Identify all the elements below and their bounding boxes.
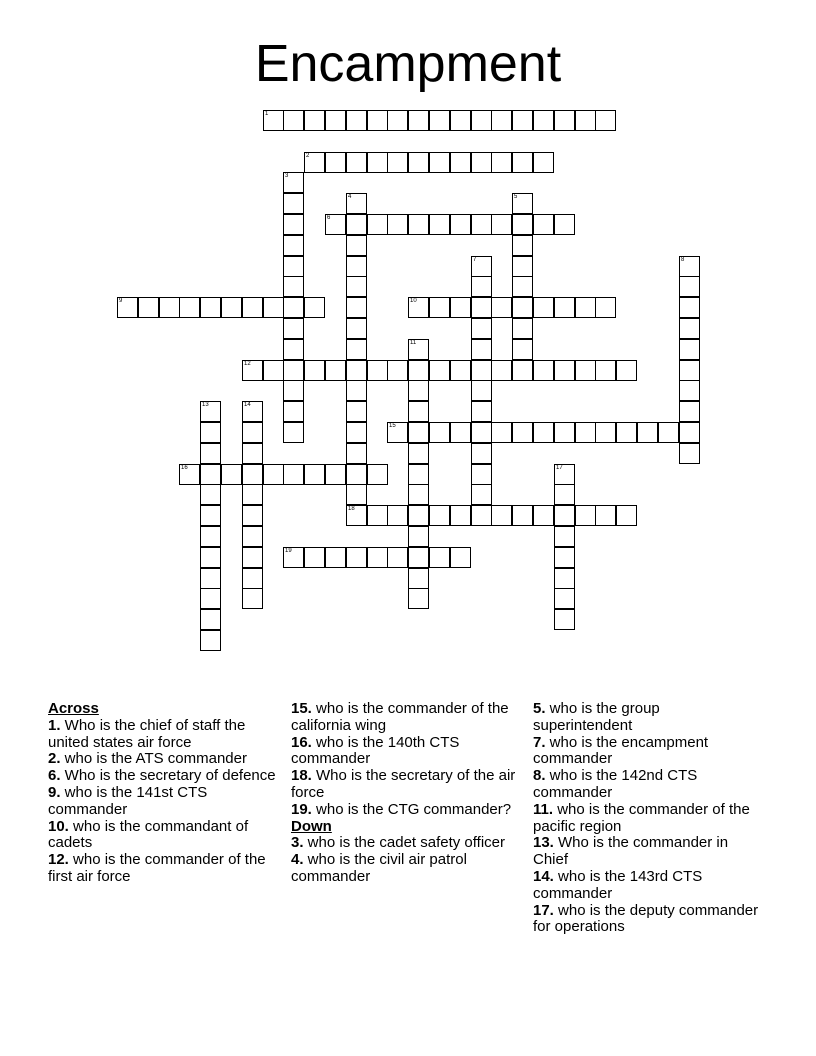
grid-cell[interactable] xyxy=(367,214,388,235)
grid-cell[interactable] xyxy=(512,276,533,297)
grid-cell[interactable] xyxy=(429,110,450,131)
grid-cell[interactable] xyxy=(554,464,575,485)
grid-cell[interactable] xyxy=(408,526,429,547)
grid-cell[interactable] xyxy=(491,214,512,235)
grid-cell[interactable] xyxy=(679,360,700,381)
grid-cell[interactable] xyxy=(554,110,575,131)
clue-text: Who is the secretary of the air force xyxy=(291,767,516,801)
grid-cell[interactable] xyxy=(471,318,492,339)
clue-text: who is the commander of the pacific region xyxy=(533,800,750,835)
grid-cell[interactable] xyxy=(533,505,554,526)
grid-cell[interactable] xyxy=(679,276,700,297)
grid-cell[interactable] xyxy=(471,297,492,318)
grid-cell[interactable] xyxy=(283,110,304,131)
clue-number: 9. xyxy=(48,783,61,801)
grid-cell[interactable] xyxy=(346,505,367,526)
grid-cell[interactable] xyxy=(242,505,263,526)
grid-cell[interactable] xyxy=(595,297,616,318)
grid-cell[interactable] xyxy=(512,297,533,318)
grid-cell[interactable] xyxy=(658,422,679,443)
grid-cell[interactable] xyxy=(471,401,492,422)
grid-cell[interactable] xyxy=(346,380,367,401)
grid-cell[interactable] xyxy=(346,193,367,214)
clue-number: 5. xyxy=(533,700,546,717)
clue-item xyxy=(291,735,519,769)
grid-cell[interactable] xyxy=(429,505,450,526)
grid-cell[interactable] xyxy=(595,110,616,131)
grid-cell[interactable] xyxy=(512,360,533,381)
grid-cell[interactable] xyxy=(346,297,367,318)
grid-cell[interactable] xyxy=(200,443,221,464)
grid-cell[interactable] xyxy=(408,360,429,381)
grid-cell[interactable] xyxy=(491,505,512,526)
across-heading: Across xyxy=(48,700,99,717)
grid-cell[interactable] xyxy=(200,297,221,318)
grid-cell[interactable] xyxy=(471,256,492,277)
grid-cell[interactable] xyxy=(408,152,429,173)
grid-cell[interactable] xyxy=(408,214,429,235)
grid-cell[interactable] xyxy=(471,360,492,381)
down-heading: Down xyxy=(291,817,332,835)
clue-number: 10. xyxy=(48,817,69,835)
grid-cell[interactable] xyxy=(471,464,492,485)
grid-cell[interactable] xyxy=(346,318,367,339)
clue-item xyxy=(291,768,519,802)
grid-cell[interactable] xyxy=(283,172,304,193)
grid-cell[interactable] xyxy=(200,526,221,547)
clue-text: Who is the commander in Chief xyxy=(533,834,729,869)
grid-cell[interactable] xyxy=(242,464,263,485)
clue-number: 10 xyxy=(410,298,417,304)
grid-cell[interactable] xyxy=(408,297,429,318)
grid-cell[interactable] xyxy=(679,401,700,422)
grid-cell[interactable] xyxy=(408,547,429,568)
grid-cell[interactable] xyxy=(367,464,388,485)
clue-column-2 xyxy=(291,701,519,886)
grid-cell[interactable] xyxy=(387,110,408,131)
grid-cell[interactable] xyxy=(679,422,700,443)
grid-cell[interactable] xyxy=(491,422,512,443)
clue-number: 7 xyxy=(473,257,477,263)
clue-number: 1. xyxy=(48,716,61,734)
grid-cell[interactable] xyxy=(450,152,471,173)
grid-cell[interactable] xyxy=(283,193,304,214)
grid-cell[interactable] xyxy=(179,464,200,485)
grid-cell[interactable] xyxy=(200,422,221,443)
grid-cell[interactable] xyxy=(325,464,346,485)
grid-cell[interactable] xyxy=(346,422,367,443)
clue-item xyxy=(533,903,761,937)
grid-cell[interactable] xyxy=(325,214,346,235)
grid-cell[interactable] xyxy=(346,360,367,381)
grid-cell[interactable] xyxy=(450,422,471,443)
grid-cell[interactable] xyxy=(554,505,575,526)
clue-number: 17. xyxy=(533,901,554,919)
grid-cell[interactable] xyxy=(242,422,263,443)
grid-cell[interactable] xyxy=(471,214,492,235)
grid-cell[interactable] xyxy=(346,235,367,256)
grid-cell[interactable] xyxy=(512,505,533,526)
grid-cell[interactable] xyxy=(554,526,575,547)
grid-cell[interactable] xyxy=(325,110,346,131)
grid-cell[interactable] xyxy=(367,152,388,173)
grid-cell[interactable] xyxy=(242,484,263,505)
clue-item xyxy=(291,835,519,852)
grid-cell[interactable] xyxy=(200,464,221,485)
grid-cell[interactable] xyxy=(283,318,304,339)
grid-cell[interactable] xyxy=(387,422,408,443)
clue-number: 6. xyxy=(48,767,61,785)
grid-cell[interactable] xyxy=(117,297,138,318)
clue-text: Who is the secretary of defence xyxy=(60,767,276,785)
clue-number: 14. xyxy=(533,867,554,885)
grid-cell[interactable] xyxy=(408,339,429,360)
grid-cell[interactable] xyxy=(200,588,221,609)
grid-cell[interactable] xyxy=(304,547,325,568)
page-title: Encampment xyxy=(254,35,562,93)
clue-number: 3. xyxy=(291,834,304,852)
grid-cell[interactable] xyxy=(304,152,325,173)
grid-cell[interactable] xyxy=(679,380,700,401)
grid-cell[interactable] xyxy=(471,505,492,526)
clue-number: 19. xyxy=(291,800,312,818)
clue-number: 17 xyxy=(556,465,563,471)
clue-number: 11 xyxy=(410,340,417,346)
grid-cell[interactable] xyxy=(575,422,596,443)
grid-cell[interactable] xyxy=(200,609,221,630)
clue-text: who is the cadet safety officer xyxy=(303,834,506,852)
grid-cell[interactable] xyxy=(408,422,429,443)
grid-cell[interactable] xyxy=(408,443,429,464)
grid-cell[interactable] xyxy=(325,547,346,568)
grid-cell[interactable] xyxy=(533,422,554,443)
clue-number: 1 xyxy=(265,111,269,117)
clue-text: who is the 140th CTS commander xyxy=(291,733,460,768)
grid-cell[interactable] xyxy=(242,443,263,464)
clue-item xyxy=(48,819,276,853)
clue-text: who is the CTG commander? xyxy=(311,800,512,818)
clue-number: 5 xyxy=(514,194,518,200)
grid-cell[interactable] xyxy=(450,110,471,131)
clue-number: 7. xyxy=(533,733,546,751)
grid-cell[interactable] xyxy=(159,297,180,318)
clue-text: who is the ATS commander xyxy=(60,750,247,768)
clue-item xyxy=(533,768,761,802)
clue-text: who is the commander of the first air force xyxy=(48,851,266,885)
grid-cell[interactable] xyxy=(367,547,388,568)
grid-cell[interactable] xyxy=(346,484,367,505)
grid-cell[interactable] xyxy=(450,214,471,235)
grid-cell[interactable] xyxy=(512,214,533,235)
clue-number: 11. xyxy=(533,800,554,818)
grid-cell[interactable] xyxy=(554,422,575,443)
grid-cell[interactable] xyxy=(200,630,221,651)
grid-cell[interactable] xyxy=(283,235,304,256)
grid-cell[interactable] xyxy=(263,297,284,318)
clue-text: who is the encampment commander xyxy=(533,733,709,768)
clue-number: 2 xyxy=(306,153,310,159)
grid-cell[interactable] xyxy=(387,214,408,235)
grid-cell[interactable] xyxy=(554,297,575,318)
grid-cell[interactable] xyxy=(554,609,575,630)
grid-cell[interactable] xyxy=(408,484,429,505)
clue-text: who is the commander of the california wing xyxy=(291,700,509,734)
grid-cell[interactable] xyxy=(429,422,450,443)
grid-cell[interactable] xyxy=(346,339,367,360)
grid-cell[interactable] xyxy=(533,297,554,318)
clue-number: 15. xyxy=(291,700,312,717)
grid-cell[interactable] xyxy=(242,568,263,589)
grid-cell[interactable] xyxy=(616,505,637,526)
grid-cell[interactable] xyxy=(263,464,284,485)
clue-text: Who is the chief of staff the united states air force xyxy=(48,716,246,751)
clue-number: 13. xyxy=(533,834,554,852)
grid-cell[interactable] xyxy=(408,110,429,131)
grid-cell[interactable] xyxy=(554,568,575,589)
grid-cell[interactable] xyxy=(512,339,533,360)
grid-cell[interactable] xyxy=(408,568,429,589)
clue-item xyxy=(533,802,761,836)
clue-number: 18 xyxy=(348,506,355,512)
clue-text: who is the group superintendent xyxy=(533,700,660,734)
grid-cell[interactable] xyxy=(283,360,304,381)
grid-cell[interactable] xyxy=(471,422,492,443)
grid-cell[interactable] xyxy=(387,360,408,381)
grid-cell[interactable] xyxy=(616,422,637,443)
grid-cell[interactable] xyxy=(471,276,492,297)
grid-cell[interactable] xyxy=(679,297,700,318)
grid-cell[interactable] xyxy=(242,297,263,318)
grid-cell[interactable] xyxy=(242,588,263,609)
grid-cell[interactable] xyxy=(512,110,533,131)
clue-number: 12. xyxy=(48,851,69,869)
grid-cell[interactable] xyxy=(471,152,492,173)
grid-cell[interactable] xyxy=(242,360,263,381)
grid-cell[interactable] xyxy=(429,360,450,381)
grid-cell[interactable] xyxy=(263,360,284,381)
grid-cell[interactable] xyxy=(450,547,471,568)
clue-number: 4. xyxy=(291,851,304,869)
clue-item xyxy=(48,718,276,752)
grid-cell[interactable] xyxy=(283,256,304,277)
grid-cell[interactable] xyxy=(533,110,554,131)
clue-number: 8 xyxy=(681,257,685,263)
grid-cell[interactable] xyxy=(450,505,471,526)
grid-cell[interactable] xyxy=(429,152,450,173)
grid-cell[interactable] xyxy=(283,422,304,443)
grid-cell[interactable] xyxy=(491,360,512,381)
clue-item xyxy=(291,852,519,886)
grid-cell[interactable] xyxy=(221,297,242,318)
grid-cell[interactable] xyxy=(491,110,512,131)
grid-cell[interactable] xyxy=(283,297,304,318)
clue-text: who is the commandant of cadets xyxy=(48,817,249,852)
grid-cell[interactable] xyxy=(595,505,616,526)
clue-text: who is the civil air patrol commander xyxy=(291,851,467,885)
grid-cell[interactable] xyxy=(283,339,304,360)
grid-cell[interactable] xyxy=(408,505,429,526)
grid-cell[interactable] xyxy=(554,214,575,235)
clue-text: who is the 142nd CTS commander xyxy=(533,767,698,801)
grid-cell[interactable] xyxy=(346,547,367,568)
clue-number: 9 xyxy=(119,298,123,304)
grid-cell[interactable] xyxy=(283,401,304,422)
grid-cell[interactable] xyxy=(283,214,304,235)
grid-cell[interactable] xyxy=(512,193,533,214)
clue-number: 16 xyxy=(181,465,188,471)
clue-number: 6 xyxy=(327,215,331,221)
grid-cell[interactable] xyxy=(387,505,408,526)
clue-item xyxy=(48,768,276,785)
grid-cell[interactable] xyxy=(408,588,429,609)
grid-cell[interactable] xyxy=(429,297,450,318)
grid-cell[interactable] xyxy=(512,152,533,173)
grid-cell[interactable] xyxy=(471,380,492,401)
grid-cell[interactable] xyxy=(471,484,492,505)
grid-cell[interactable] xyxy=(471,339,492,360)
grid-cell[interactable] xyxy=(512,422,533,443)
grid-cell[interactable] xyxy=(346,401,367,422)
clue-number: 15 xyxy=(389,423,396,429)
clue-column-1 xyxy=(48,701,276,886)
clue-number: 4 xyxy=(348,194,352,200)
grid-cell[interactable] xyxy=(679,443,700,464)
grid-cell[interactable] xyxy=(512,256,533,277)
grid-cell[interactable] xyxy=(387,547,408,568)
grid-cell[interactable] xyxy=(679,339,700,360)
clue-item xyxy=(533,869,761,903)
clue-text: who is the 141st CTS commander xyxy=(48,783,208,818)
grid-cell[interactable] xyxy=(283,380,304,401)
grid-cell[interactable] xyxy=(387,152,408,173)
grid-cell[interactable] xyxy=(346,110,367,131)
clue-item xyxy=(291,802,519,819)
grid-cell[interactable] xyxy=(304,110,325,131)
grid-cell[interactable] xyxy=(367,110,388,131)
grid-cell[interactable] xyxy=(408,380,429,401)
grid-cell[interactable] xyxy=(429,214,450,235)
grid-cell[interactable] xyxy=(325,152,346,173)
grid-cell[interactable] xyxy=(679,256,700,277)
grid-cell[interactable] xyxy=(179,297,200,318)
grid-cell[interactable] xyxy=(200,547,221,568)
grid-cell[interactable] xyxy=(679,318,700,339)
grid-cell[interactable] xyxy=(221,464,242,485)
grid-cell[interactable] xyxy=(575,360,596,381)
grid-cell[interactable] xyxy=(346,152,367,173)
grid-cell[interactable] xyxy=(242,401,263,422)
grid-cell[interactable] xyxy=(554,360,575,381)
clue-number: 19 xyxy=(285,548,292,554)
grid-cell[interactable] xyxy=(471,110,492,131)
grid-cell[interactable] xyxy=(554,588,575,609)
clue-number: 8. xyxy=(533,767,546,785)
grid-cell[interactable] xyxy=(346,214,367,235)
grid-cell[interactable] xyxy=(346,464,367,485)
grid-cell[interactable] xyxy=(595,360,616,381)
grid-cell[interactable] xyxy=(554,547,575,568)
grid-cell[interactable] xyxy=(283,464,304,485)
clue-item xyxy=(48,852,276,886)
grid-cell[interactable] xyxy=(367,360,388,381)
grid-cell[interactable] xyxy=(575,297,596,318)
clue-item xyxy=(48,751,276,768)
grid-cell[interactable] xyxy=(533,214,554,235)
clue-number: 16. xyxy=(291,733,312,751)
clue-number: 18. xyxy=(291,767,312,785)
clue-text: who is the 143rd CTS commander xyxy=(533,867,703,902)
grid-cell[interactable] xyxy=(200,568,221,589)
grid-cell[interactable] xyxy=(533,360,554,381)
grid-cell[interactable] xyxy=(200,484,221,505)
grid-cell[interactable] xyxy=(595,422,616,443)
grid-cell[interactable] xyxy=(408,401,429,422)
grid-cell[interactable] xyxy=(263,110,284,131)
grid-cell[interactable] xyxy=(346,256,367,277)
grid-cell[interactable] xyxy=(637,422,658,443)
grid-cell[interactable] xyxy=(346,443,367,464)
grid-cell[interactable] xyxy=(200,505,221,526)
grid-cell[interactable] xyxy=(491,297,512,318)
grid-cell[interactable] xyxy=(575,110,596,131)
grid-cell[interactable] xyxy=(304,297,325,318)
grid-cell[interactable] xyxy=(304,464,325,485)
grid-cell[interactable] xyxy=(325,360,346,381)
grid-cell[interactable] xyxy=(138,297,159,318)
grid-cell[interactable] xyxy=(367,505,388,526)
clue-item xyxy=(533,735,761,769)
grid-cell[interactable] xyxy=(491,152,512,173)
grid-cell[interactable] xyxy=(283,547,304,568)
grid-cell[interactable] xyxy=(346,276,367,297)
grid-cell[interactable] xyxy=(554,484,575,505)
grid-cell[interactable] xyxy=(533,152,554,173)
clue-item xyxy=(533,701,761,735)
grid-cell[interactable] xyxy=(242,547,263,568)
grid-cell[interactable] xyxy=(616,360,637,381)
clue-number: 3 xyxy=(285,173,289,179)
clue-number: 14 xyxy=(244,402,251,408)
clue-number: 2. xyxy=(48,750,61,768)
grid-cell[interactable] xyxy=(304,360,325,381)
clue-item xyxy=(48,785,276,819)
grid-cell[interactable] xyxy=(200,401,221,422)
clue-item xyxy=(533,835,761,869)
clue-text: who is the deputy commander for operations xyxy=(533,901,759,936)
grid-cell[interactable] xyxy=(471,443,492,464)
grid-cell[interactable] xyxy=(408,464,429,485)
grid-cell[interactable] xyxy=(450,297,471,318)
clue-column-3 xyxy=(533,701,761,936)
grid-cell[interactable] xyxy=(512,235,533,256)
grid-cell[interactable] xyxy=(512,318,533,339)
clue-number: 13 xyxy=(202,402,209,408)
grid-cell[interactable] xyxy=(283,276,304,297)
clue-number: 12 xyxy=(244,361,251,367)
grid-cell[interactable] xyxy=(450,360,471,381)
grid-cell[interactable] xyxy=(575,505,596,526)
grid-cell[interactable] xyxy=(429,547,450,568)
clue-item xyxy=(291,701,519,735)
grid-cell[interactable] xyxy=(242,526,263,547)
